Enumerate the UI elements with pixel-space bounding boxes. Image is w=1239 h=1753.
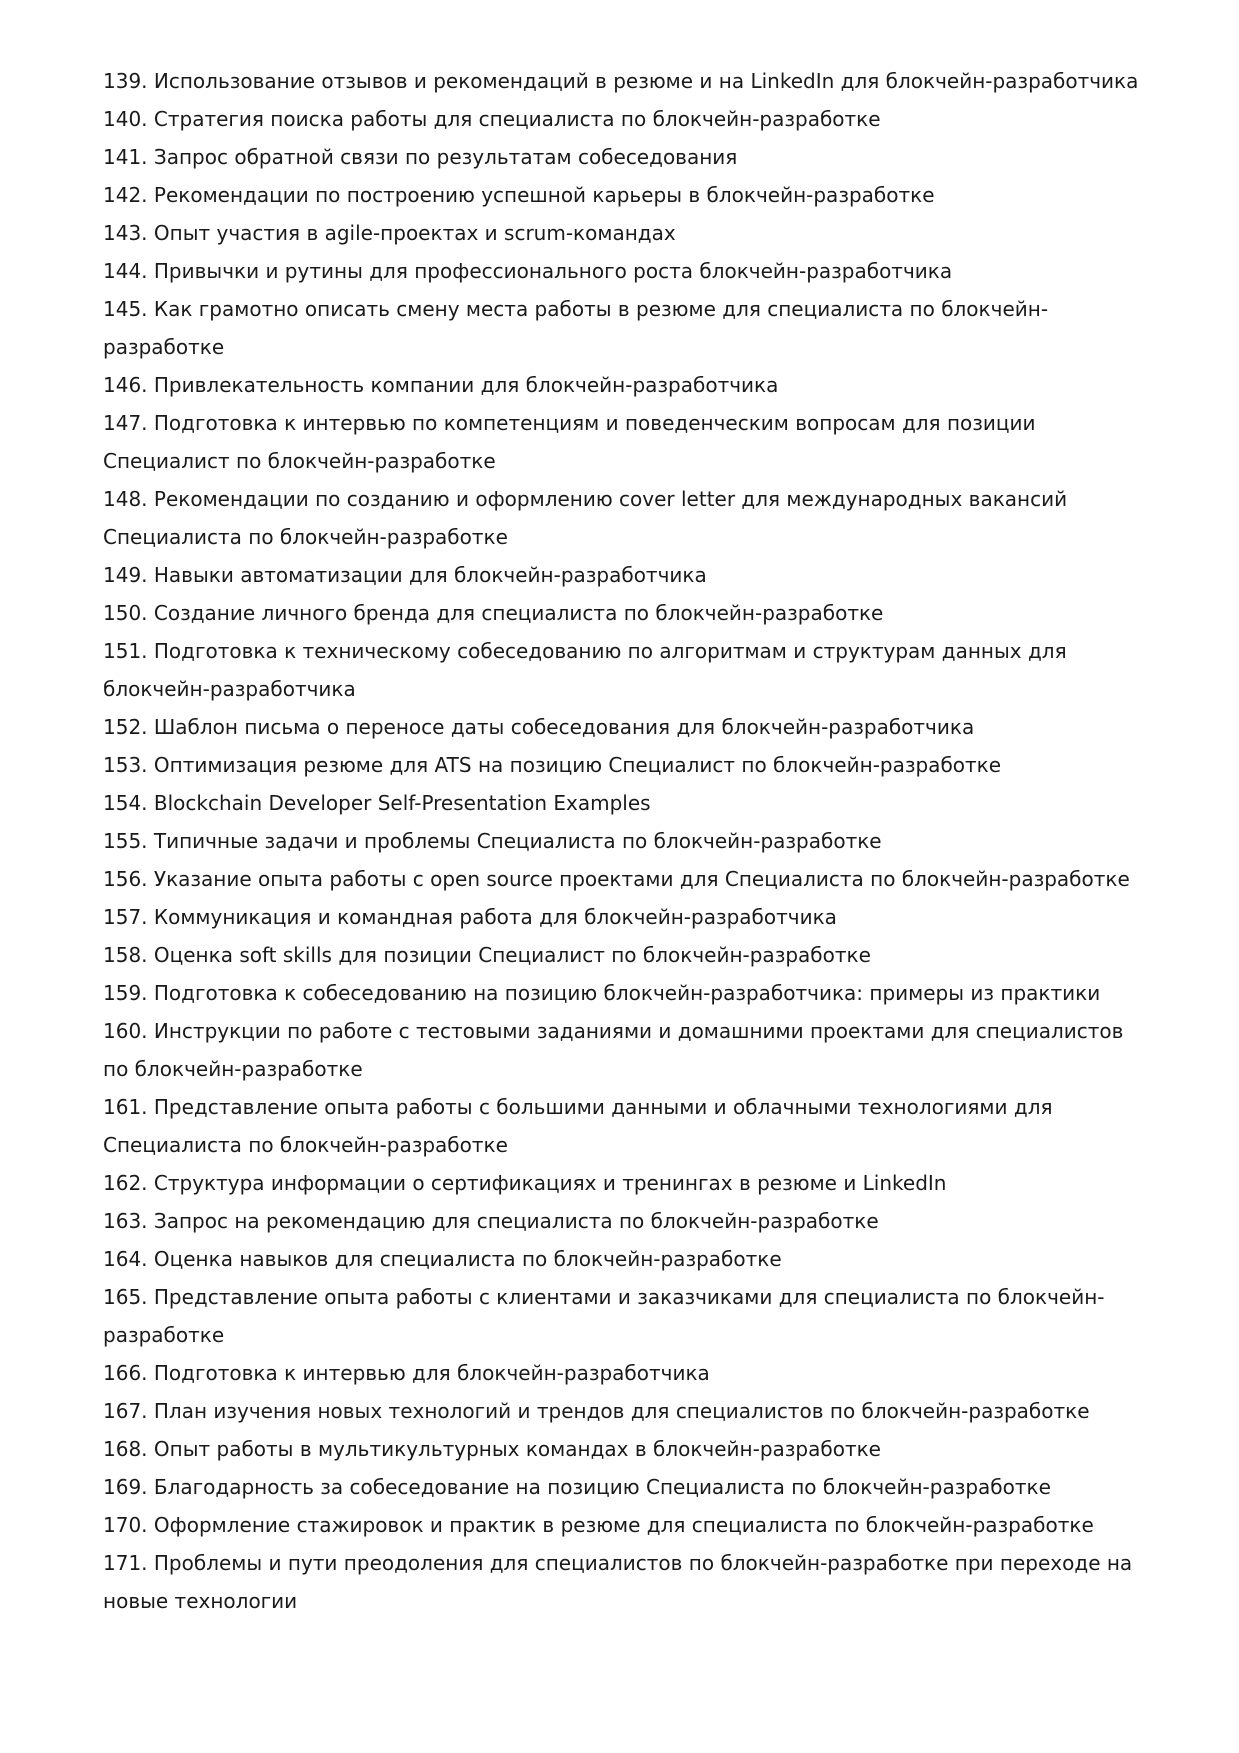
list-item: 143. Опыт участия в agile-проектах и scrum-командах	[103, 221, 676, 245]
list-item: 162. Структура информации о сертификациях и тренингах в резюме и LinkedIn	[103, 1171, 947, 1195]
list-item: 170. Оформление стажировок и практик в резюме для специалиста по блокчейн-разработке	[103, 1513, 1094, 1537]
list-item: 155. Типичные задачи и проблемы Специалиста по блокчейн-разработке	[103, 829, 882, 853]
list-item: 168. Опыт работы в мультикультурных командах в блокчейн-разработке	[103, 1437, 881, 1461]
list-item: 165. Представление опыта работы с клиентами и заказчиками для специалиста по блокчейн-разработке	[103, 1285, 1105, 1347]
list-item: 142. Рекомендации по построению успешной карьеры в блокчейн-разработке	[103, 183, 935, 207]
list-item: 157. Коммуникация и командная работа для блокчейн-разработчика	[103, 905, 837, 929]
list-item: 163. Запрос на рекомендацию для специалиста по блокчейн-разработке	[103, 1209, 879, 1233]
list-item: 140. Стратегия поиска работы для специалиста по блокчейн-разработке	[103, 107, 881, 131]
list-item: 149. Навыки автоматизации для блокчейн-разработчика	[103, 563, 707, 587]
list-item: 148. Рекомендации по созданию и оформлению cover letter для международных вакансий Специалиста по блокчейн-разработке	[103, 487, 1068, 549]
list-item: 158. Оценка soft skills для позиции Специалист по блокчейн-разработке	[103, 943, 871, 967]
list-item: 145. Как грамотно описать смену места работы в резюме для специалиста по блокчейн-разработке	[103, 297, 1049, 359]
list-item: 166. Подготовка к интервью для блокчейн-разработчика	[103, 1361, 710, 1385]
list-item: 152. Шаблон письма о переносе даты собеседования для блокчейн-разработчика	[103, 715, 975, 739]
list-item: 153. Оптимизация резюме для ATS на позицию Специалист по блокчейн-разработке	[103, 753, 1002, 777]
list-item: 160. Инструкции по работе с тестовыми заданиями и домашними проектами для специалистов по блокчейн-разработке	[103, 1019, 1124, 1081]
list-item: 146. Привлекательность компании для блокчейн-разработчика	[103, 373, 779, 397]
list-item: 144. Привычки и рутины для профессионального роста блокчейн-разработчика	[103, 259, 953, 283]
list-item: 154. Blockchain Developer Self-Presentation Examples	[103, 791, 651, 815]
list-item: 159. Подготовка к собеседованию на позицию блокчейн-разработчика: примеры из практики	[103, 981, 1101, 1005]
list-item: 151. Подготовка к техническому собеседованию по алгоритмам и структурам данных для блокчейн-разработчика	[103, 639, 1067, 701]
list-item: 139. Использование отзывов и рекомендаций в резюме и на LinkedIn для блокчейн-разработчика	[103, 69, 1139, 93]
topic-list	[103, 62, 1153, 1620]
list-item: 164. Оценка навыков для специалиста по блокчейн-разработке	[103, 1247, 782, 1271]
list-item: 167. План изучения новых технологий и трендов для специалистов по блокчейн-разработке	[103, 1399, 1090, 1423]
list-item: 161. Представление опыта работы с большими данными и облачными технологиями для Специалиста по блокчейн-разработке	[103, 1095, 1053, 1157]
list-item: 147. Подготовка к интервью по компетенциям и поведенческим вопросам для позиции Специалист по блокчейн-разработке	[103, 411, 1036, 473]
list-item: 150. Создание личного бренда для специалиста по блокчейн-разработке	[103, 601, 884, 625]
list-item: 171. Проблемы и пути преодоления для специалистов по блокчейн-разработке при переходе на новые технологии	[103, 1551, 1133, 1613]
list-item: 169. Благодарность за собеседование на позицию Специалиста по блокчейн-разработке	[103, 1475, 1051, 1499]
list-item: 141. Запрос обратной связи по результатам собеседования	[103, 145, 738, 169]
list-item: 156. Указание опыта работы с open source проектами для Специалиста по блокчейн-разработке	[103, 867, 1130, 891]
